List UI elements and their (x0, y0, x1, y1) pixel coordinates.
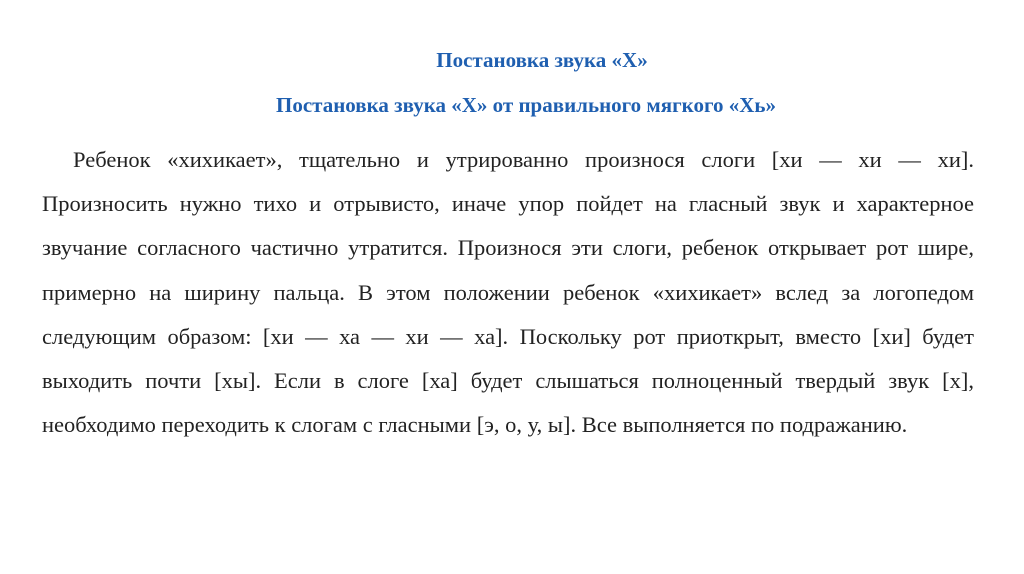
slide-title: Постановка звука «Х» (436, 48, 648, 72)
slide-subtitle: Постановка звука «Х» от правильного мягкого «Хь» (275, 93, 776, 117)
body-paragraph: Ребенок «хихикает», тщательно и утрированно произнося слоги [хи — хи — хи]. Произносить нужно тихо и отрывисто, иначе упор пойдет на гласный звук и характерное звучание согласного частично утратится. Произнося эти слоги, ребенок открывает рот шире, примерно на ширину пальца. В этом положении ребенок «хихикает» вслед за логопедом следующим образом: [хи — ха — хи — ха]. Поскольку рот приоткрыт, вместо [хи] будет выходить почти [хы]. Если в слоге [ха] будет слышаться полноценный твердый звук [х], необходимо переходить к слогам с гласными [э, о, у, ы]. Все выполняется по подражанию. (42, 147, 974, 438)
